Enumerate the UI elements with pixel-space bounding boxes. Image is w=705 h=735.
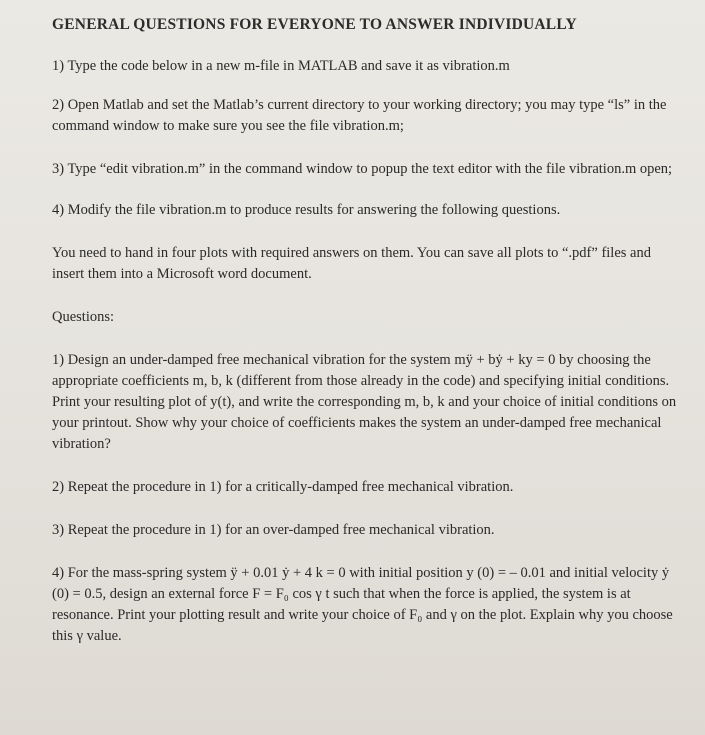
- step-3: 3) Type “edit vibration.m” in the command window to popup the text editor with the file vibration.m open;: [52, 161, 673, 177]
- questions-heading: Questions:: [52, 309, 115, 325]
- question-1: 1) Design an under-damped free mechanical vibration for the system mÿ + bẏ + ky = 0 by choosing the appropriate coefficients m, b, k (different from those already in the code) and specifying initial conditions. Print your resulting plot of y(t), and write the corresponding m, b, k and your choice of initial conditions on your printout. Show why your choice of coefficients makes the system an under-damped free mechanical vibration?: [52, 352, 677, 452]
- page-title: GENERAL QUESTIONS FOR EVERYONE TO ANSWER INDIVIDUALLY: [52, 16, 577, 33]
- question-3: 3) Repeat the procedure in 1) for an over-damped free mechanical vibration.: [52, 522, 495, 538]
- step-1: 1) Type the code below in a new m-file in MATLAB and save it as vibration.m: [52, 58, 510, 74]
- intro-paragraph: You need to hand in four plots with required answers on them. You can save all plots to “.pdf” files and insert them into a Microsoft word document.: [52, 245, 651, 282]
- step-2: 2) Open Matlab and set the Matlab’s current directory to your working directory; you may type “ls” in the command window to make sure you see the file vibration.m;: [52, 97, 667, 134]
- question-2: 2) Repeat the procedure in 1) for a critically-damped free mechanical vibration.: [52, 479, 514, 495]
- question-4: 4) For the mass-spring system ÿ + 0.01 ẏ + 4 k = 0 with initial position y (0) = – 0.01 and initial velocity ẏ (0) = 0.5, design an external force F = F₀ cos γ t such that when the force is applied, the system is at resonance. Print your plotting result and write your choice of F₀ and γ on the plot. Explain why you choose this γ value.: [52, 565, 673, 644]
- step-4: 4) Modify the file vibration.m to produce results for answering the following questions.: [52, 202, 561, 218]
